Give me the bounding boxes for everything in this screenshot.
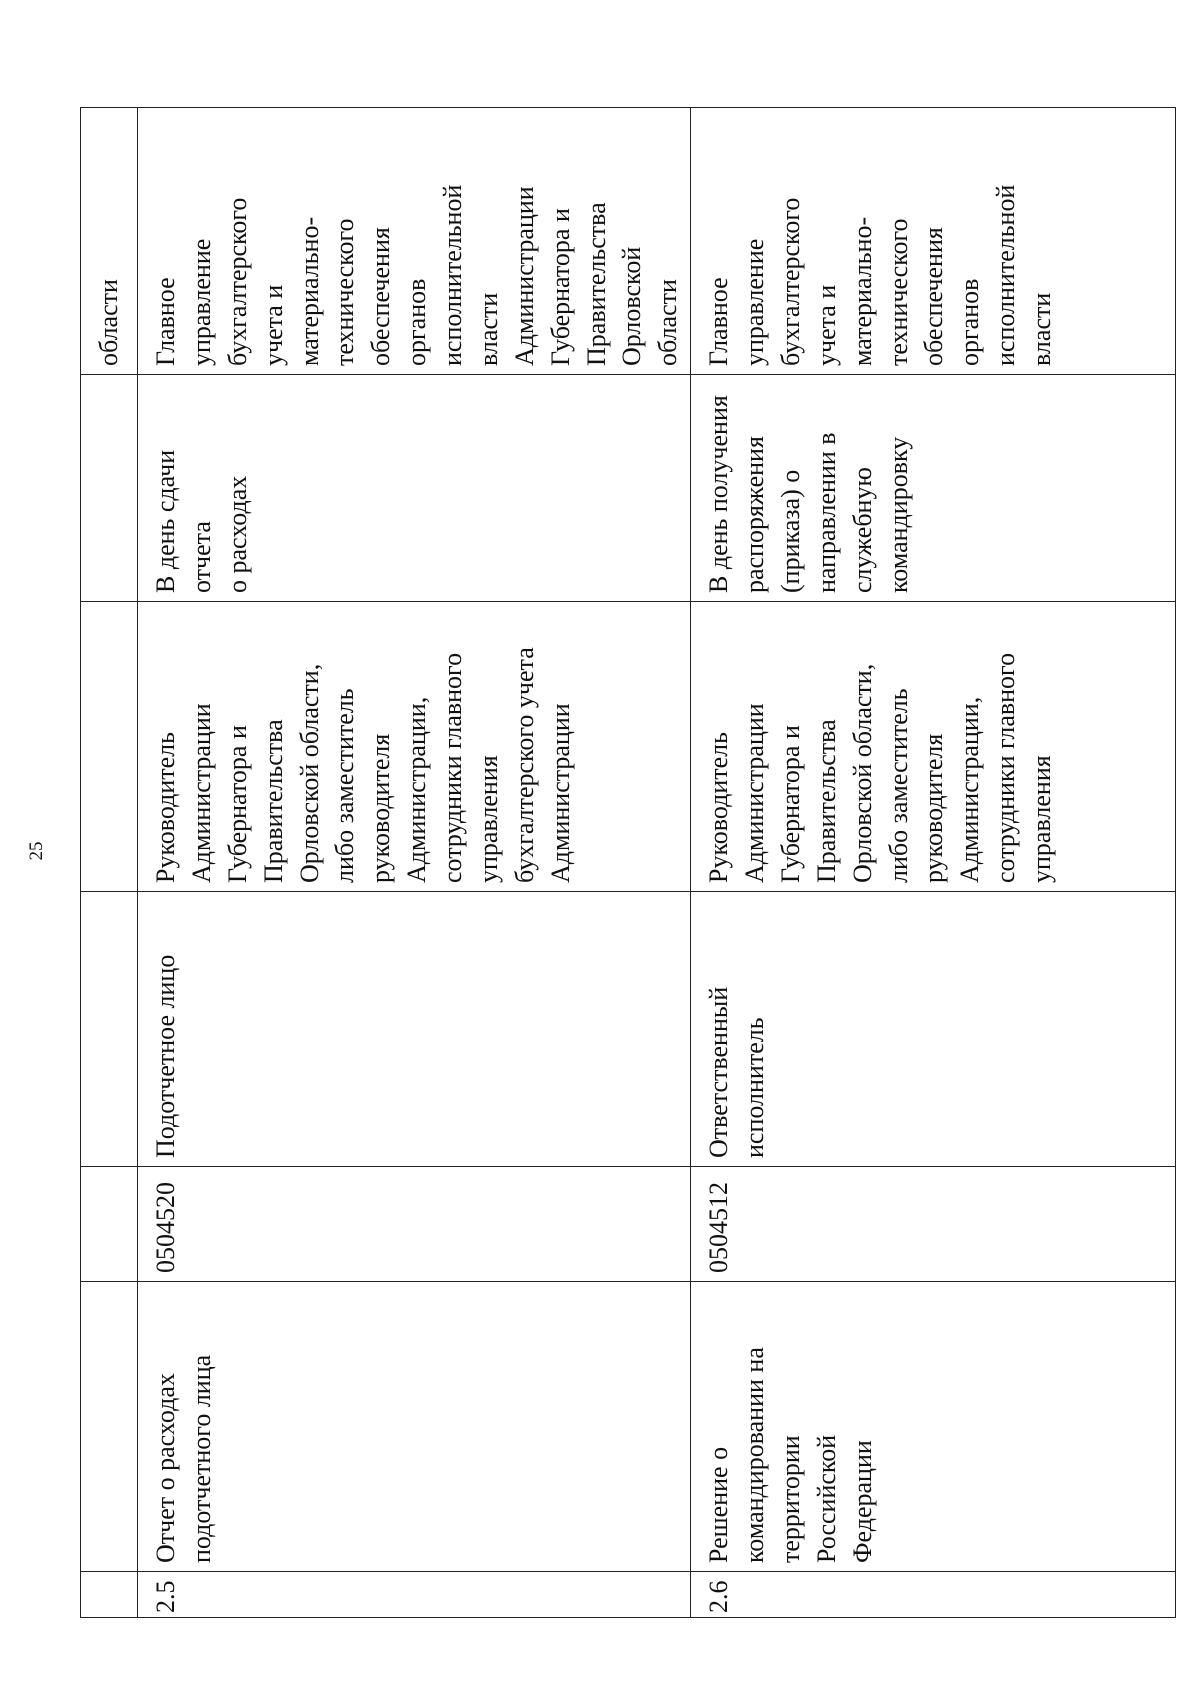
table-cell-form-code [81,1167,138,1282]
table-row [691,108,1176,1618]
table-cell-signers: Руководитель Администрации Губернатора и Правительства Орловской области, либо заместитель руководителя Администрации, сотрудники главного управления [691,602,1176,892]
table-cell-form-code: 0504520 [138,1167,691,1282]
table-cell-form-code: 0504512 [691,1167,1176,1282]
table-cell-signers: Руководитель Администрации Губернатора и Правительства Орловской области, либо заместитель руководителя Администрации, сотрудники главного управления бухгалтерского учета Администрации [138,602,691,892]
document-table-wrapper [80,108,1107,1618]
table-cell-document-name: Решение о командировании на территории Российской Федерации [691,1282,1176,1572]
table-cell-responsible [81,892,138,1167]
document-table [80,107,1176,1618]
table-cell-recipient: Главное управление бухгалтерского учета и материально- технического обеспечения органов исполнительной власти [691,108,1176,375]
table-cell-num: 2.6 [691,1572,1176,1618]
table-cell-deadline: В день сдачи отчета о расходах [138,375,691,602]
table-cell-signers [81,602,138,892]
table-cell-num: 2.5 [138,1572,691,1618]
table-cell-document-name: Отчет о расходах подотчетного лица [138,1282,691,1572]
table-cell-num [81,1572,138,1618]
page-number: 25 [26,841,47,861]
table-cell-recipient: области [81,108,138,375]
table-cell-recipient: Главное управление бухгалтерского учета и материально- технического обеспечения органов исполнительной власти Администрации Губернатора и Правительства Орловской области [138,108,691,375]
table-cell-deadline [81,375,138,602]
table-cell-responsible: Подотчетное лицо [138,892,691,1167]
table-cell-responsible: Ответственный исполнитель [691,892,1176,1167]
table-row-continuation [81,108,138,1618]
table-cell-deadline: В день получения распоряжения (приказа) о направлении в служебную командировку [691,375,1176,602]
table-row [138,108,691,1618]
table-cell-document-name [81,1282,138,1572]
